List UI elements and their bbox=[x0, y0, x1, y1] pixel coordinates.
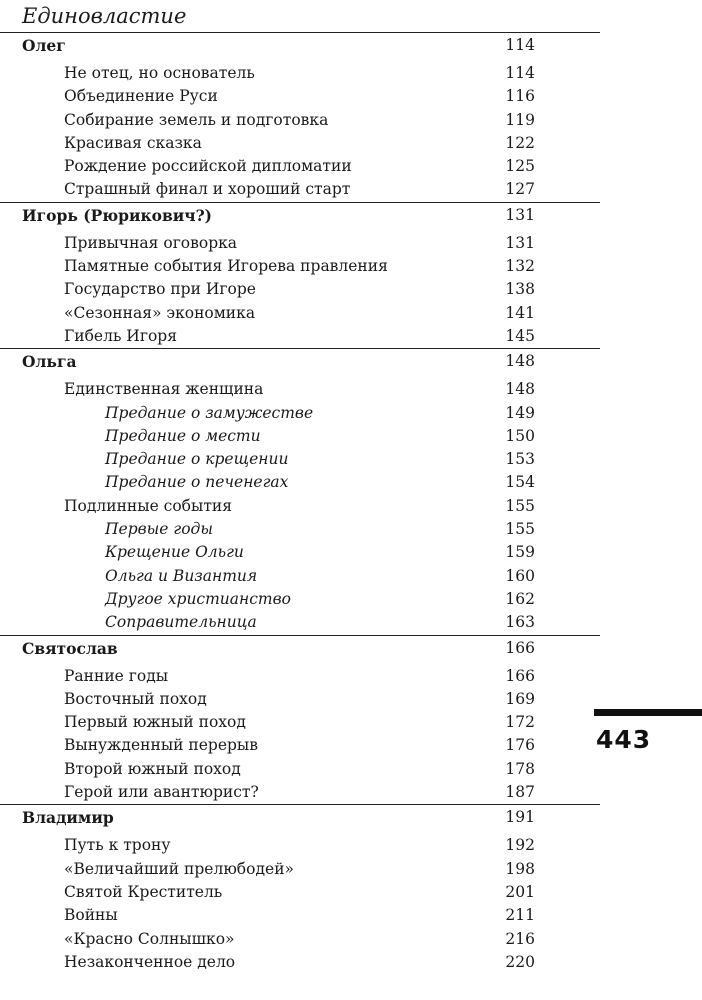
toc-entry-title: Не отец, но основатель bbox=[64, 64, 255, 82]
toc-entry[interactable] bbox=[0, 758, 600, 781]
toc-entry[interactable] bbox=[0, 378, 600, 401]
toc-entry[interactable] bbox=[0, 85, 600, 108]
toc-entry-title: Подлинные события bbox=[64, 496, 233, 515]
toc-entry-title: Восточный поход bbox=[64, 689, 207, 708]
toc-entry[interactable] bbox=[0, 155, 600, 178]
toc-entry-title: Объединение Руси bbox=[64, 87, 218, 106]
toc-page-number: 169 bbox=[505, 689, 535, 708]
toc-entry-title: «Сезонная» экономика bbox=[64, 303, 256, 322]
toc-entry[interactable] bbox=[0, 495, 600, 518]
toc-page-number: 125 bbox=[505, 157, 535, 176]
toc-page-number: 198 bbox=[505, 859, 535, 878]
table-of-contents bbox=[0, 32, 600, 974]
toc-page-number: 148 bbox=[505, 352, 535, 371]
toc-entry[interactable] bbox=[0, 781, 600, 804]
toc-page-number: 192 bbox=[505, 836, 535, 855]
toc-entry[interactable] bbox=[0, 881, 600, 904]
toc-page-number: 166 bbox=[505, 666, 535, 685]
toc-page-number: 153 bbox=[505, 450, 535, 469]
toc-entry[interactable] bbox=[0, 688, 600, 711]
toc-entry-title: Соправительница bbox=[105, 613, 257, 632]
toc-entry-title: Красивая сказка bbox=[64, 133, 202, 152]
toc-entry[interactable] bbox=[0, 109, 600, 132]
toc-section[interactable] bbox=[0, 348, 600, 374]
toc-page-number: 141 bbox=[505, 303, 535, 322]
toc-page-number: 131 bbox=[505, 233, 535, 252]
toc-page-number: 131 bbox=[505, 205, 535, 224]
toc-entry[interactable] bbox=[0, 232, 600, 255]
toc-section-title: Ольга bbox=[22, 352, 77, 372]
toc-section[interactable] bbox=[0, 804, 600, 830]
toc-entry-title: Предание о печенегах bbox=[105, 473, 289, 492]
toc-page-number: 138 bbox=[505, 280, 535, 299]
toc-page-number: 154 bbox=[505, 473, 535, 492]
toc-entry-title: Рождение российской дипломатии bbox=[64, 157, 352, 176]
toc-page-number: 150 bbox=[505, 426, 535, 445]
page-title: Единовластие bbox=[22, 4, 187, 28]
toc-entry[interactable] bbox=[0, 834, 600, 857]
toc-entry[interactable] bbox=[0, 858, 600, 881]
toc-entry-title: Страшный финал и хороший старт bbox=[64, 180, 351, 199]
toc-entry-title: Предание о крещении bbox=[105, 450, 289, 469]
toc-entry-title: Собирание земель и подготовка bbox=[64, 110, 329, 129]
toc-page-number: 114 bbox=[505, 36, 535, 54]
toc-entry[interactable] bbox=[0, 951, 600, 974]
toc-section-title: Игорь (Рюрикович?) bbox=[22, 205, 213, 225]
toc-section[interactable] bbox=[0, 202, 600, 228]
toc-entry-title: «Величайший прелюбодей» bbox=[64, 859, 295, 878]
toc-entry-title: Другое христианство bbox=[105, 589, 291, 608]
toc-entry-title: Первые годы bbox=[105, 520, 213, 539]
toc-page-number: 148 bbox=[505, 380, 535, 399]
toc-page-number: 163 bbox=[505, 613, 535, 632]
toc-entry[interactable] bbox=[0, 278, 600, 301]
toc-entry-title: Предание о мести bbox=[105, 426, 261, 445]
toc-section-title: Владимир bbox=[22, 808, 114, 828]
toc-entry-title: Первый южный поход bbox=[64, 713, 246, 732]
toc-page-number: 191 bbox=[505, 808, 535, 827]
toc-subentry[interactable] bbox=[0, 425, 600, 448]
toc-section-title: Олег bbox=[22, 36, 66, 55]
toc-entry-title: Второй южный поход bbox=[64, 759, 241, 778]
page-number: 443 bbox=[596, 725, 652, 754]
toc-page-number: 187 bbox=[505, 783, 535, 802]
toc-page-number: 119 bbox=[505, 110, 535, 129]
toc-section[interactable] bbox=[0, 32, 600, 58]
toc-page-number: 201 bbox=[505, 882, 535, 901]
toc-page-number: 127 bbox=[505, 180, 535, 199]
toc-entry[interactable] bbox=[0, 132, 600, 155]
toc-page-number: 216 bbox=[505, 929, 535, 948]
toc-page-number: 116 bbox=[505, 87, 535, 106]
toc-page-number: 176 bbox=[505, 736, 535, 755]
toc-subentry[interactable] bbox=[0, 611, 600, 634]
toc-subentry[interactable] bbox=[0, 588, 600, 611]
toc-entry-title: Ольга и Византия bbox=[105, 566, 258, 585]
toc-entry[interactable] bbox=[0, 711, 600, 734]
toc-entry[interactable] bbox=[0, 302, 600, 325]
toc-entry-title: Герой или авантюрист? bbox=[64, 783, 259, 802]
toc-entry-title: Путь к трону bbox=[64, 836, 171, 855]
toc-entry-title: «Красно Солнышко» bbox=[64, 929, 235, 948]
toc-section-title: Святослав bbox=[22, 638, 118, 658]
toc-subentry[interactable] bbox=[0, 402, 600, 425]
toc-page-number: 160 bbox=[505, 566, 535, 585]
toc-entry[interactable] bbox=[0, 255, 600, 278]
toc-subentry[interactable] bbox=[0, 471, 600, 494]
toc-page-number: 155 bbox=[505, 496, 535, 515]
side-rule bbox=[594, 709, 702, 716]
toc-entry[interactable] bbox=[0, 904, 600, 927]
toc-subentry[interactable] bbox=[0, 541, 600, 564]
toc-entry-title: Войны bbox=[64, 906, 118, 925]
toc-page-number: 159 bbox=[505, 543, 535, 562]
toc-page-number: 220 bbox=[505, 952, 535, 971]
toc-page-number: 114 bbox=[505, 64, 535, 82]
toc-section[interactable] bbox=[0, 635, 600, 661]
toc-entry[interactable] bbox=[0, 665, 600, 688]
toc-subentry[interactable] bbox=[0, 565, 600, 588]
toc-page-number: 172 bbox=[505, 713, 535, 732]
toc-subentry[interactable] bbox=[0, 448, 600, 471]
toc-page-number: 155 bbox=[505, 520, 535, 539]
toc-entry-title: Гибель Игоря bbox=[64, 326, 177, 345]
toc-page-number: 132 bbox=[505, 257, 535, 276]
toc-entry[interactable] bbox=[0, 62, 600, 85]
toc-entry[interactable] bbox=[0, 734, 600, 757]
toc-page-number: 149 bbox=[505, 403, 535, 422]
toc-page-number: 211 bbox=[505, 906, 535, 925]
toc-subentry[interactable] bbox=[0, 518, 600, 541]
toc-entry[interactable] bbox=[0, 178, 600, 201]
toc-entry-title: Привычная оговорка bbox=[64, 233, 238, 252]
toc-entry-title: Ранние годы bbox=[64, 666, 169, 685]
toc-entry-title: Незаконченное дело bbox=[64, 952, 236, 971]
toc-entry-title: Святой Креститель bbox=[64, 882, 223, 901]
toc-entry[interactable] bbox=[0, 325, 600, 348]
toc-entry-title: Крещение Ольги bbox=[105, 543, 244, 562]
toc-page-number: 145 bbox=[505, 326, 535, 345]
toc-entry[interactable] bbox=[0, 928, 600, 951]
toc-page-number: 122 bbox=[505, 133, 535, 152]
toc-page-number: 178 bbox=[505, 759, 535, 778]
toc-page-number: 162 bbox=[505, 589, 535, 608]
toc-entry-title: Единственная женщина bbox=[64, 380, 264, 399]
toc-entry-title: Вынужденный перерыв bbox=[64, 736, 258, 755]
toc-entry-title: Предание о замужестве bbox=[105, 403, 314, 422]
toc-page-number: 166 bbox=[505, 638, 535, 657]
toc-entry-title: Государство при Игоре bbox=[64, 280, 256, 299]
toc-entry-title: Памятные события Игорева правления bbox=[64, 257, 388, 276]
